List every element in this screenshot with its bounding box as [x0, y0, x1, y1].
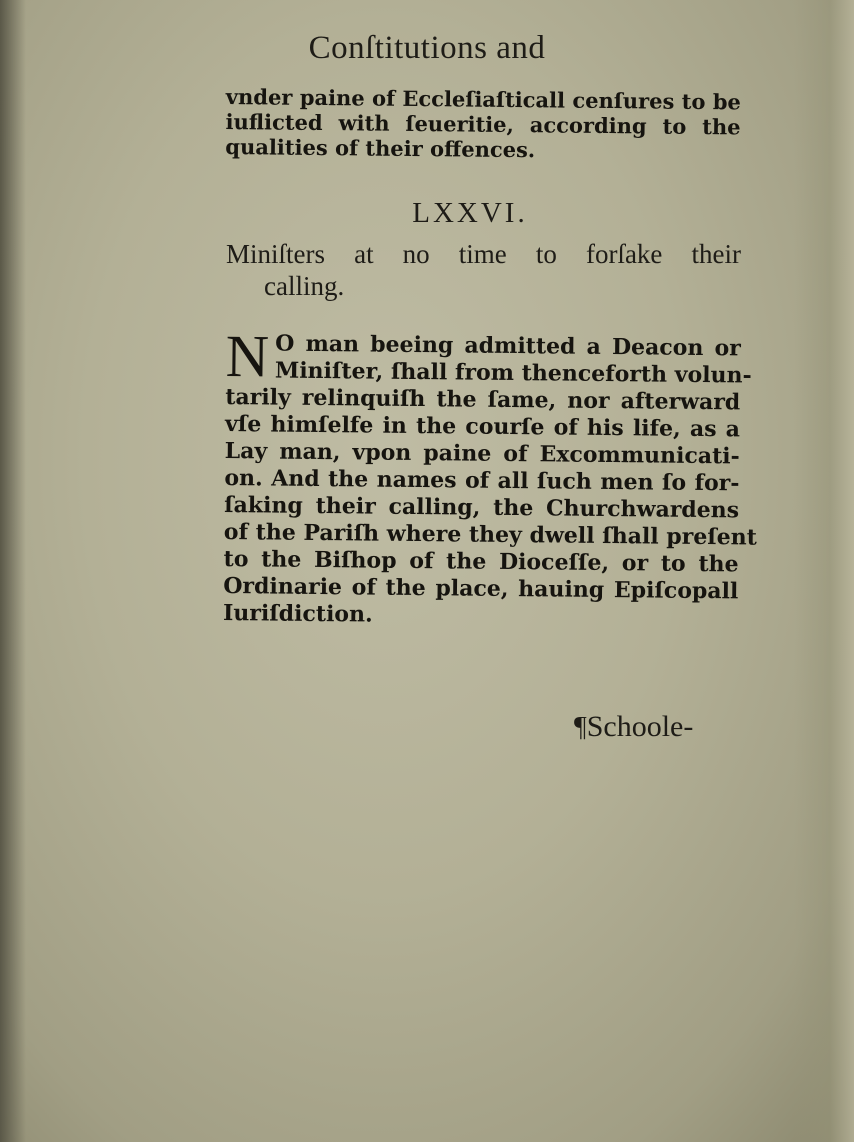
- text-line: of the Pariſh where they dwell ſhall preſent: [223, 518, 758, 551]
- page-gutter-shadow: [0, 0, 26, 1142]
- text-line: Miniſter, ſhall from thenceforth volun-: [274, 357, 752, 389]
- text-line: on. And the names of all ſuch men ſo for-: [224, 464, 740, 497]
- text-line: vnder paine of Eccleſiaſticall cenſures to be: [225, 84, 741, 115]
- text-line: ſaking their calling, the Churchwardens: [224, 491, 740, 524]
- drop-cap: N: [225, 323, 270, 390]
- canon-number: LXXVI.: [412, 197, 528, 229]
- canon-title-line: Miniſters at no time to forſake their: [226, 239, 741, 269]
- text-line: O man beeing admitted a Deacon or: [275, 330, 741, 362]
- text-line: qualities of their offences.: [225, 133, 536, 163]
- catchword-text: Schoole-: [586, 710, 694, 743]
- pilcrow-icon: ¶: [574, 712, 587, 743]
- canon-title: [226, 238, 741, 302]
- running-head: Conſtitutions and: [308, 30, 546, 66]
- page-edge: [794, 0, 854, 1142]
- text-line: vſe himſelfe in the courſe of his life, as a: [224, 410, 741, 443]
- text-line: tarily relinquiſh the ſame, nor afterward: [225, 383, 741, 416]
- canon-body: [222, 323, 758, 632]
- catchword: [574, 710, 693, 744]
- top-paragraph: [225, 84, 741, 164]
- text-line: to the Biſhop of the Dioceſſe, or to the: [223, 545, 739, 578]
- text-line: iuflicted with ſeueritie, according to the: [225, 108, 741, 140]
- text-line: Iuriſdiction.: [222, 599, 373, 628]
- text-line: Ordinarie of the place, hauing Epiſcopall: [223, 572, 739, 605]
- canon-title-line: calling.: [264, 271, 345, 301]
- text-line: Lay man, vpon paine of Excommunicati-: [224, 437, 740, 470]
